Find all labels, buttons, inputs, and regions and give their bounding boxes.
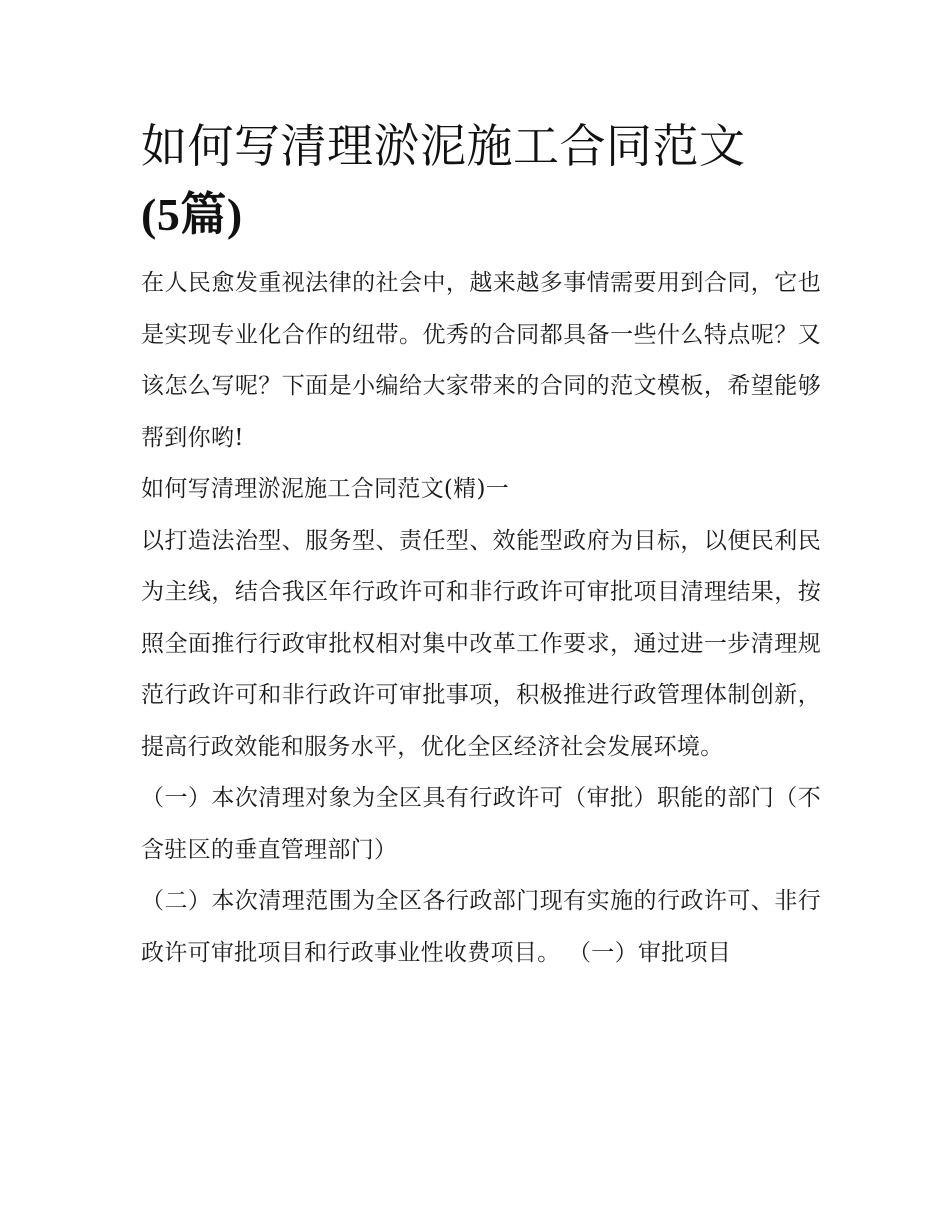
- clause-paragraph: （二）本次清理范围为全区各行政部门现有实施的行政许可、非行政许可审批项目和行政事业性收费项目。 （一）审批项目: [141, 888, 821, 966]
- document-title-suffix: (5篇): [141, 189, 243, 240]
- clause-paragraph: （一）本次清理对象为全区具有行政许可（审批）职能的部门（不含驻区的垂直管理部门）: [141, 785, 821, 863]
- document-body: [141, 258, 821, 979]
- section-heading: 如何写清理淤泥施工合同范文(精)一: [141, 476, 510, 502]
- document-title: [141, 112, 821, 249]
- document-title-main: 如何写清理淤泥施工合同范文: [141, 119, 746, 173]
- document-content: [141, 112, 821, 979]
- intro-paragraph: 在人民愈发重视法律的社会中，越来越多事情需要用到合同，它也是实现专业化合作的纽带。优秀的合同都具备一些什么特点呢？又该怎么写呢？下面是小编给大家带来的合同的范文模板，希望能够帮到你哟!: [141, 270, 821, 451]
- body-paragraph: 以打造法治型、服务型、责任型、效能型政府为目标，以便民利民为主线，结合我区年行政许可和非行政许可审批项目清理结果，按照全面推行行政审批权相对集中改革工作要求，通过进一步清理规范行政许可和非行政许可审批事项，积极推进行政管理体制创新，提高行政效能和服务水平，优化全区经济社会发展环境。: [141, 527, 821, 760]
